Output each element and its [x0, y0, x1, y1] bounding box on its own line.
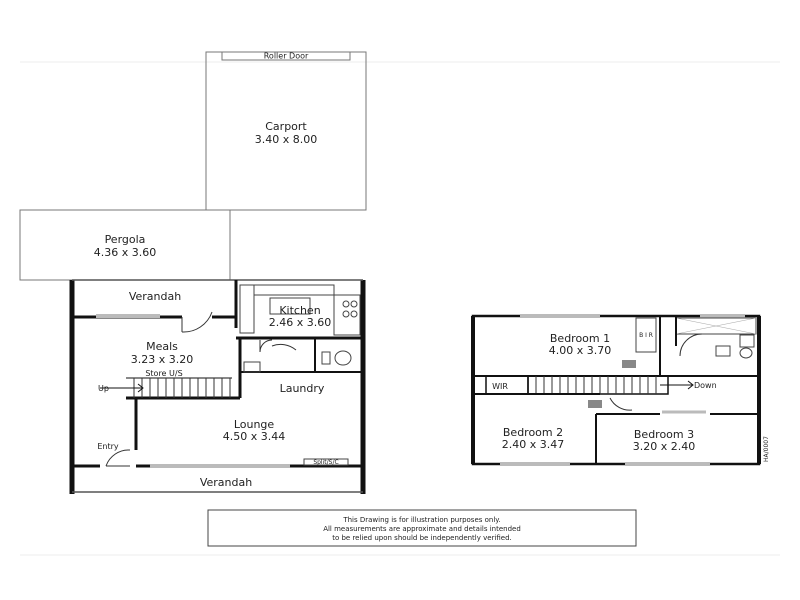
stairs-upper: [528, 376, 668, 394]
linen-marker: [622, 360, 636, 368]
disclaimer-line2: All measurements are approximate and details intended: [323, 525, 521, 533]
cooktop-burner: [343, 301, 349, 307]
robe-label: B I R: [639, 332, 653, 339]
lounge-size: 4.50 x 3.44: [222, 430, 286, 443]
pergola-name: Pergola: [104, 233, 146, 246]
kitchen-bench-top: [254, 285, 334, 295]
cistern: [322, 352, 330, 364]
verandah-rear-label: Verandah: [128, 290, 182, 303]
entry-label: Entry: [97, 442, 119, 451]
kitchen-bench-left: [240, 285, 254, 333]
stairs-ground: [134, 378, 230, 398]
bedroom3-size: 3.20 x 2.40: [632, 440, 696, 453]
up-label: Up: [98, 384, 109, 393]
vanity: [716, 346, 730, 356]
bathroom-door: [680, 334, 702, 356]
roller-door-label: Roller Door: [263, 51, 309, 61]
meals-size: 3.23 x 3.20: [130, 353, 194, 366]
cooktop-burner: [351, 301, 357, 307]
meals-name: Meals: [146, 340, 178, 353]
cooktop-burner: [351, 311, 357, 317]
disclaimer-line3: to be relied upon should be independently verified.: [332, 534, 512, 542]
kitchen-size: 2.46 x 3.60: [268, 316, 332, 329]
verandah-front-label: Verandah: [199, 476, 253, 489]
carport-size: 3.40 x 8.00: [254, 133, 318, 146]
basin: [740, 335, 754, 347]
bedroom3-door: [610, 398, 632, 410]
laundry-door: [260, 340, 272, 352]
laundry-label: Laundry: [279, 382, 325, 395]
wir-label: WIR: [492, 382, 508, 391]
bedroom3-name: Bedroom 3: [633, 428, 695, 441]
linen-marker: [588, 400, 602, 408]
toilet: [740, 348, 752, 358]
cooktop-burner: [343, 311, 349, 317]
kitchen-name: Kitchen: [279, 304, 321, 317]
bedroom1-size: 4.00 x 3.70: [548, 344, 612, 357]
wc-door: [272, 344, 296, 350]
entry-door: [106, 450, 130, 466]
bedroom1-name: Bedroom 1: [549, 332, 611, 345]
store-label: Store U/S: [145, 369, 183, 378]
disclaimer-line1: This Drawing is for illustration purposes only.: [343, 516, 501, 524]
carport-name: Carport: [265, 120, 307, 133]
plan-ref: HA/0007: [763, 436, 770, 462]
ground-floor: [20, 52, 366, 495]
bedroom2-size: 2.40 x 3.47: [501, 438, 565, 451]
meals-door: [182, 312, 212, 332]
lounge-name: Lounge: [233, 418, 275, 431]
split-system-label: Split/S/C: [313, 459, 339, 466]
toilet: [335, 351, 351, 365]
bedroom2-name: Bedroom 2: [502, 426, 564, 439]
disclaimer: [208, 510, 636, 546]
laundry-trough: [244, 362, 260, 372]
down-label: Down: [694, 381, 717, 390]
upper-floor: [473, 316, 770, 464]
pergola-size: 4.36 x 3.60: [93, 246, 157, 259]
